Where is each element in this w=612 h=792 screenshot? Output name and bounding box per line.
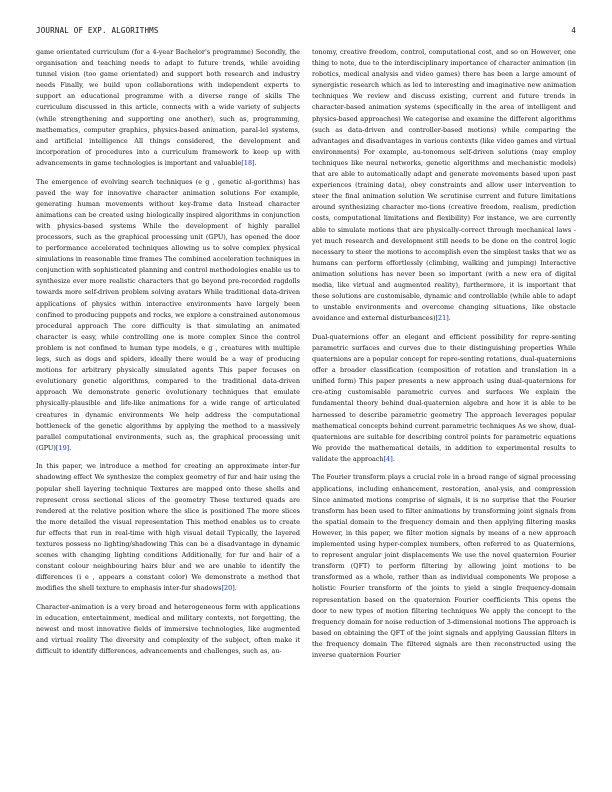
citation-link[interactable]: [18] bbox=[241, 158, 255, 167]
page-number: 4 bbox=[571, 26, 576, 35]
paragraph: tonomy, creative freedom, control, computational cost, and so on However, one thing to note, due to the interdisciplinary importance of character animation (in robotics, medical analysis and video games) there has been a large amount of synergistic research which as led to interesting and imaginative new animation techniques We review and discuss existing, current and future trends in character-based animation systems (specifically in the area of intelligent and physics-based approaches) We categorise and examine the different algorithms (such as data-driven and controller-based motions) while comparing the advantages and disadvantages in various contexts (like video games and virtual environments) For example, au-tonomous self-driven solutions (may employ techniques like neural networks, genetic algorithms and mechanistic models) that are able to automatically adapt and generate movements based upon past experiences (training data), obey constraints and allow user intervention to steer the final animation solution We scrutinise current and future limitations around synthesizing character mo-tions (creative freedom, realism, prediction costs, computational limitations and flexibility) For instance, we are currently able to simulate motions that are physically-correct through mechanical laws - yet much research and development still needs to be done on the control logic necessary to steer the motions to accomplish even the simplest tasks that we as humans can perform effortlessly (climbing, walking and jumping) Interactive animation solutions has never been so important (with a new era of digital media, like virtual and augmented reality), furthermore, it is important that these solutions are customisable, dynamic and controllable (while able to adapt to unstable environments and overcome changing situations, like obstacle avoidance and external disturbances)[21]. bbox=[312, 48, 576, 323]
paragraph: The Fourier transform plays a crucial role in a broad range of signal processing applications, including enhancement, restoration, anal-ysis, and compression Since animated motions comprise of signals, it is no surprise that the Fourier transform has been used to filter animations by transforming joint signals from the spatial domain to the frequency domain and then applying filtering masks However, in this paper, we filter motion signals by means of a new approach implemented using hyper-complex numbers, often referred to as Quaternions, to represent angular joint displacements We use the novel quaternion Fourier transform (QFT) to perform filtering by allowing joint motions to be transformed as a whole, rather than as individual components We propose a holistic Fourier transform of the joints to yield a single frequency-domain representation based on the quaternion Fourier coefficients This opens the door to new types of motion filtering techniques We apply the concept to the frequency domain for noise reduction of 3-dimensional motions The approach is based on obtaining the QFT of the joint signals and applying Gaussian filters in the frequency domain The filtered signals are then reconstructed using the inverse quaternion Fourier bbox=[312, 473, 576, 659]
paragraph: Character-animation is a very broad and heterogeneous form with applications in education, entertainment, medical and military contexts, not forgetting, the newest and most innovative fields of immersive technologies, like augmented and virtual reality The diversity and complexity of the subject, often make it difficult to identify differences, advancements and challenges, such as, au- bbox=[36, 603, 300, 656]
paragraph: game orientated curriculum (for a 4-year Bachelor's programme) Secondly, the organisation and teaching needs to adapt to future trends, while avoiding tunnel vision (too game orientated) and support both research and industry needs Finally, we build upon collaborations with independent experts to support an educational programme with a diverse range of skills The curriculum discussed in this article, connects with a wide variety of subjects (while strengthening and supporting one another), such as, programming, mathematics, computer graphics, physics-based animation, paral-lel systems, and artificial intelligence All things considered, the development and incorporation of procedures into a curriculum framework to keep up with advancements in game technologies is important and valuable[18]. bbox=[36, 48, 300, 167]
citation-link[interactable]: [21] bbox=[435, 314, 449, 323]
paragraph: Dual-quaternions offer an elegant and efficient possibility for repre-senting parametric surfaces and curves due to their distinguishing properties While quaternions are a popular concept for repre-senting rotations, dual-quaternions offer a broader classification (composition of rotation and translation in a unified form) This paper presents a new approach using dual-quaternions for cre-ating customisable parametric curves and surfaces We explain the fundamental theory behind dual-quaternion algebra and how it is able to be harnessed to describe parametric geometry The approach leverages popular mathematical concepts behind current parametric techniques As we show, dual-quaternions are suitable for describing control points for parametric equations We provide the mathematical details, in addition to experimental results to validate the approach[4]. bbox=[312, 332, 576, 463]
paragraph: In this paper, we introduce a method for creating an approximate inter-fur shadowing effect We synthesize the complex geometry of fur and hair using the popular shell layering technique Textures are mapped onto these shells and represent cross sectional slices of the geometry These textured quads are rendered at the relative position where the slice is positioned The more slices the more detailed the visual representation This method enables us to create fur effects that run in real-time with high visual detail Typically, the layered textures possess no lighting/shadowing This can be a disadvantage in dynamic scenes with changing lighting conditions Additionally, for fur and hair of a constant colour neighbouring hairs blur and we are unable to identify the differences (i e , appears a constant color) We demonstrate a method that modifies the shell texture to emphasis inter-fur shadows[20]. bbox=[36, 462, 300, 593]
right-column bbox=[312, 47, 576, 782]
paragraph: The emergence of evolving search techniques (e g , genetic al-gorithms) has paved the way for innovative character animation solutions For example, generating human movements without key-frame data Instead character animations can be created using biologically inspired algorithms in conjunction with physics-based systems While the development of highly parallel processors, such as the graphical processing unit (GPU), has opened the door to performance accelerated techniques allowing us to solve complex physical simulations in reasonable time frames The combined acceleration techniques in conjunction with sophisticated planning and control methodologies enable us to synthesize ever more realistic characters that go beyond pre-recorded ragdolls towards more self-driven problem solving avatars While traditional data-driven applications of physics within interactive environments have largely been confined to producing puppets and rocks, we explore a constrained autonomous procedural approach The core difficulty is that simulating an animated character is easy, while controlling one is more complex Since the control problem is not confined to human type models, e g , creatures with multiple legs, such as dogs and spiders, ideally there would be a way of producing motions for arbitrary physically simulated agents This paper focuses on evolutionary genetic algorithms, compared to the traditional data-driven approach We demonstrate generic evolutionary techniques that emulate physically-plausible and life-like animations for a wide range of articulated creatures in dynamic environments We help address the computational bottleneck of the genetic algorithms by applying the method to a massively parallel computational environments, such as, the graphical processing unit (GPU)[19]. bbox=[36, 177, 300, 452]
citation-link[interactable]: [4] bbox=[383, 454, 393, 463]
running-header bbox=[36, 26, 576, 38]
citation-link[interactable]: [19] bbox=[55, 443, 70, 452]
citation-link[interactable]: [20] bbox=[221, 584, 235, 593]
journal-title: JOURNAL OF EXP. ALGORITHMS bbox=[36, 26, 159, 35]
left-column bbox=[36, 47, 300, 782]
